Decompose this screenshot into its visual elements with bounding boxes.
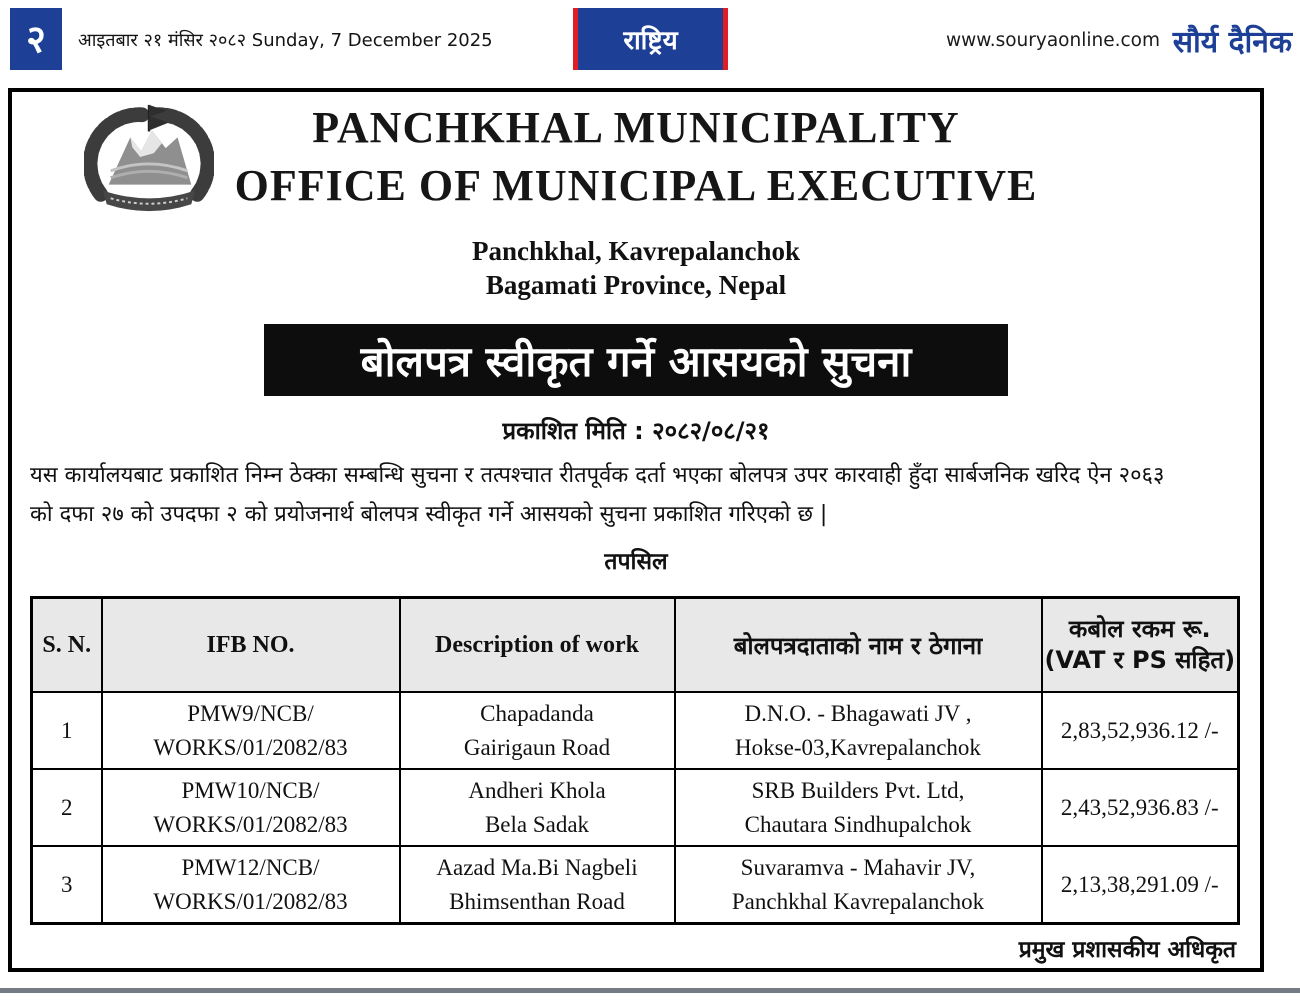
cell-ifb: PMW12/NCB/ WORKS/01/2082/83 xyxy=(102,846,400,924)
cell-sn: 2 xyxy=(32,769,102,846)
cell-amount: 2,43,52,936.83 /- xyxy=(1042,769,1239,846)
body-line-1: यस कार्यालयबाट प्रकाशित निम्न ठेक्का सम्बन्धि सुचना र तत्पश्चात रीतपूर्वक दर्ता भएका बोलपत्र उपर कारवाही हुँदा सार्बजनिक खरिद ऐन २०६३ xyxy=(30,463,1165,488)
table-header-row xyxy=(32,598,1239,693)
page-number-badge xyxy=(10,8,62,70)
header-work: Description of work xyxy=(400,598,675,693)
section-badge xyxy=(573,8,728,70)
cell-ifb: PMW10/NCB/ WORKS/01/2082/83 xyxy=(102,769,400,846)
cell-amount: 2,13,38,291.09 /- xyxy=(1042,846,1239,924)
page-number: २ xyxy=(26,17,46,61)
header-amount xyxy=(1042,598,1239,693)
cell-bidder: D.N.O. - Bhagawati JV , Hokse-03,Kavrepalanchok xyxy=(675,692,1042,769)
header-sn: S. N. xyxy=(32,598,102,693)
headline-text: बोलपत्र स्वीकृत गर्ने आसयको सुचना xyxy=(360,336,912,386)
date-line: आइतबार २१ मंसिर २०८२ Sunday, 7 December 2025 xyxy=(78,30,493,51)
newspaper-logo: सौर्य दैनिक xyxy=(1172,24,1292,60)
notice-box xyxy=(8,88,1264,972)
cell-work: Aazad Ma.Bi Nagbeli Bhimsenthan Road xyxy=(400,846,675,924)
masthead xyxy=(0,0,1300,86)
cell-sn: 3 xyxy=(32,846,102,924)
headline-banner xyxy=(264,324,1008,396)
section-label: राष्ट्रिय xyxy=(623,26,678,56)
tender-table xyxy=(30,596,1240,925)
cell-ifb: PMW9/NCB/ WORKS/01/2082/83 xyxy=(102,692,400,769)
cell-sn: 1 xyxy=(32,692,102,769)
address-line-1: Panchkhal, Kavrepalanchok xyxy=(471,236,801,266)
header-amount-line1: कबोल रकम रू. xyxy=(1068,615,1211,643)
cell-bidder: Suvaramva - Mahavir JV, Panchkhal Kavrepalanchok xyxy=(675,846,1042,924)
org-name: PANCHKHAL MUNICIPALITY xyxy=(312,103,960,152)
office-name: OFFICE OF MUNICIPAL EXECUTIVE xyxy=(234,161,1038,210)
bottom-rule xyxy=(0,988,1300,993)
header-amount-line2: (VAT र PS सहित) xyxy=(1044,646,1236,674)
cell-work: Chapadanda Gairigaun Road xyxy=(400,692,675,769)
table-row xyxy=(32,692,1239,769)
cell-bidder: SRB Builders Pvt. Ltd, Chautara Sindhupalchok xyxy=(675,769,1042,846)
cell-amount: 2,83,52,936.12 /- xyxy=(1042,692,1239,769)
table-caption: तपसिल xyxy=(604,549,668,575)
notice-body xyxy=(30,456,1242,534)
table-row xyxy=(32,769,1239,846)
cell-work: Andheri Khola Bela Sadak xyxy=(400,769,675,846)
body-line-2: को दफा २७ को उपदफा २ को प्रयोजनार्थ बोलपत्र स्वीकृत गर्ने आसयको सुचना प्रकाशित गरिएको छ | xyxy=(30,502,828,527)
published-date: प्रकाशित मिति : २०८२/०८/२१ xyxy=(502,417,770,445)
header-ifb: IFB NO. xyxy=(102,598,400,693)
table-row xyxy=(32,846,1239,924)
header-bidder: बोलपत्रदाताको नाम र ठेगाना xyxy=(675,598,1042,693)
signatory-title: प्रमुख प्रशासकीय अधिकृत xyxy=(1018,937,1236,963)
website-url: www.souryaonline.com xyxy=(946,29,1160,51)
address-line-2: Bagamati Province, Nepal xyxy=(485,270,787,300)
